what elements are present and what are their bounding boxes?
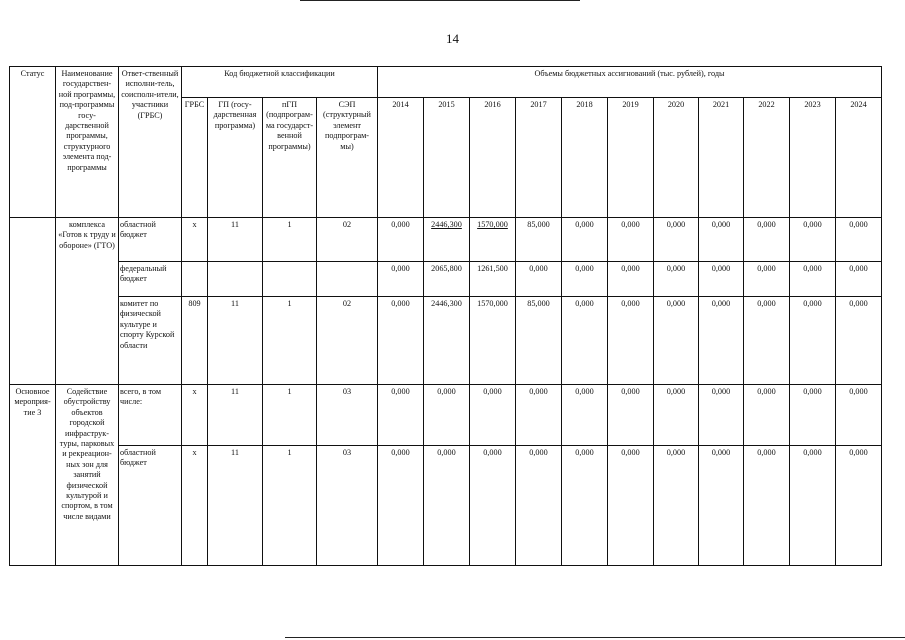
row-pgp <box>263 262 317 297</box>
row-value: 0,000 <box>790 297 836 385</box>
row-value: 0,000 <box>378 218 424 262</box>
row-value: 0,000 <box>790 262 836 297</box>
row-value: 0,000 <box>790 385 836 446</box>
row-grbs: х <box>182 446 208 566</box>
header-year: 2020 <box>654 98 699 218</box>
header-executor: Ответ-ственный исполни-тель, соисполн-ители, участники (ГРБС) <box>119 67 182 218</box>
row-value: 0,000 <box>378 385 424 446</box>
row-value: 0,000 <box>836 218 882 262</box>
header-grbs: ГРБС <box>182 98 208 218</box>
row-grbs: х <box>182 385 208 446</box>
row-sep: 03 <box>317 446 378 566</box>
row-value: 0,000 <box>744 297 790 385</box>
row-sep <box>317 262 378 297</box>
row-sep: 02 <box>317 297 378 385</box>
row-executor: всего, в том числе: <box>119 385 182 446</box>
header-year: 2014 <box>378 98 424 218</box>
page-number: 14 <box>446 31 459 46</box>
header-year: 2023 <box>790 98 836 218</box>
row-value: 0,000 <box>562 297 608 385</box>
row-grbs: 809 <box>182 297 208 385</box>
budget-allocations-table <box>9 66 882 566</box>
row-value: 0,000 <box>836 385 882 446</box>
row-value: 0,000 <box>562 262 608 297</box>
header-year: 2016 <box>470 98 516 218</box>
header-year: 2021 <box>699 98 744 218</box>
row-value: 0,000 <box>836 446 882 566</box>
row-value: 0,000 <box>699 446 744 566</box>
row-value: 0,000 <box>562 385 608 446</box>
row-value: 1570,000 <box>470 218 516 262</box>
header-row-1 <box>10 67 882 98</box>
row-value: 2065,800 <box>424 262 470 297</box>
scan-edge-bottom <box>285 637 905 638</box>
header-sep: СЭП (структурный элемент подпрограм-мы) <box>317 98 378 218</box>
row-grbs <box>182 262 208 297</box>
row-value: 0,000 <box>654 297 699 385</box>
row-value: 0,000 <box>744 385 790 446</box>
row-sep: 03 <box>317 385 378 446</box>
row-value: 0,000 <box>378 262 424 297</box>
header-year: 2015 <box>424 98 470 218</box>
row-value: 0,000 <box>516 385 562 446</box>
row-gp: 11 <box>208 297 263 385</box>
row-value: 0,000 <box>608 218 654 262</box>
header-year: 2019 <box>608 98 654 218</box>
row-value: 0,000 <box>744 262 790 297</box>
row-value: 1261,500 <box>470 262 516 297</box>
row-value: 0,000 <box>790 446 836 566</box>
header-year: 2017 <box>516 98 562 218</box>
row-executor: комитет по физической культуре и спорту Курской области <box>119 297 182 385</box>
row-name: комплекса «Готов к труду и обороне» (ГТО) <box>56 218 119 385</box>
row-value: 1570,000 <box>470 297 516 385</box>
row-sep: 02 <box>317 218 378 262</box>
row-value: 0,000 <box>699 262 744 297</box>
row-status: Основное мероприя-тие 3 <box>10 385 56 566</box>
row-status <box>10 218 56 385</box>
header-allocations: Объемы бюджетных ассигнований (тыс. рублей), годы <box>378 67 882 98</box>
table-row <box>10 262 882 297</box>
row-value: 0,000 <box>608 446 654 566</box>
row-value: 0,000 <box>562 218 608 262</box>
row-value: 0,000 <box>516 446 562 566</box>
row-value: 0,000 <box>516 262 562 297</box>
header-year: 2024 <box>836 98 882 218</box>
row-value: 0,000 <box>424 446 470 566</box>
row-value: 0,000 <box>654 446 699 566</box>
table-row <box>10 385 882 446</box>
row-value: 0,000 <box>699 385 744 446</box>
row-value: 0,000 <box>836 297 882 385</box>
table-row <box>10 297 882 385</box>
table-row <box>10 446 882 566</box>
row-value: 2446,300 <box>424 218 470 262</box>
row-gp: 11 <box>208 446 263 566</box>
row-value: 85,000 <box>516 297 562 385</box>
row-grbs: х <box>182 218 208 262</box>
row-pgp: 1 <box>263 385 317 446</box>
row-gp: 11 <box>208 385 263 446</box>
table-row <box>10 218 882 262</box>
header-status: Статус <box>10 67 56 218</box>
row-pgp: 1 <box>263 446 317 566</box>
row-value: 85,000 <box>516 218 562 262</box>
row-value: 0,000 <box>470 446 516 566</box>
row-value: 0,000 <box>378 446 424 566</box>
row-value: 0,000 <box>608 297 654 385</box>
row-value: 2446,300 <box>424 297 470 385</box>
row-value: 0,000 <box>699 297 744 385</box>
scan-edge-top <box>300 0 580 1</box>
row-gp <box>208 262 263 297</box>
header-gp: ГП (госу-дарственная программа) <box>208 98 263 218</box>
row-pgp: 1 <box>263 297 317 385</box>
row-executor: областной бюджет <box>119 218 182 262</box>
row-value: 0,000 <box>654 218 699 262</box>
row-executor: областной бюджет <box>119 446 182 566</box>
row-value: 0,000 <box>424 385 470 446</box>
header-pgp: пГП (подпрограм-ма государст-венной программы) <box>263 98 317 218</box>
row-value: 0,000 <box>654 385 699 446</box>
row-value: 0,000 <box>836 262 882 297</box>
row-value: 0,000 <box>608 262 654 297</box>
row-value: 0,000 <box>744 446 790 566</box>
row-gp: 11 <box>208 218 263 262</box>
row-name: Содействие обустройству объектов городской инфраструк-туры, парковых и рекреацион-ных зон для занятий физической культурой и спортом, в том числе видами <box>56 385 119 566</box>
row-pgp: 1 <box>263 218 317 262</box>
row-value: 0,000 <box>790 218 836 262</box>
row-value: 0,000 <box>470 385 516 446</box>
header-name: Наименование государствен-ной программы, под-программы госу-дарственной программы, структурного элемента под-программы <box>56 67 119 218</box>
row-value: 0,000 <box>654 262 699 297</box>
row-value: 0,000 <box>378 297 424 385</box>
header-budget-code: Код бюджетной классификации <box>182 67 378 98</box>
row-value: 0,000 <box>699 218 744 262</box>
header-year: 2022 <box>744 98 790 218</box>
row-value: 0,000 <box>608 385 654 446</box>
row-value: 0,000 <box>562 446 608 566</box>
header-year: 2018 <box>562 98 608 218</box>
row-executor: федеральный бюджет <box>119 262 182 297</box>
row-value: 0,000 <box>744 218 790 262</box>
